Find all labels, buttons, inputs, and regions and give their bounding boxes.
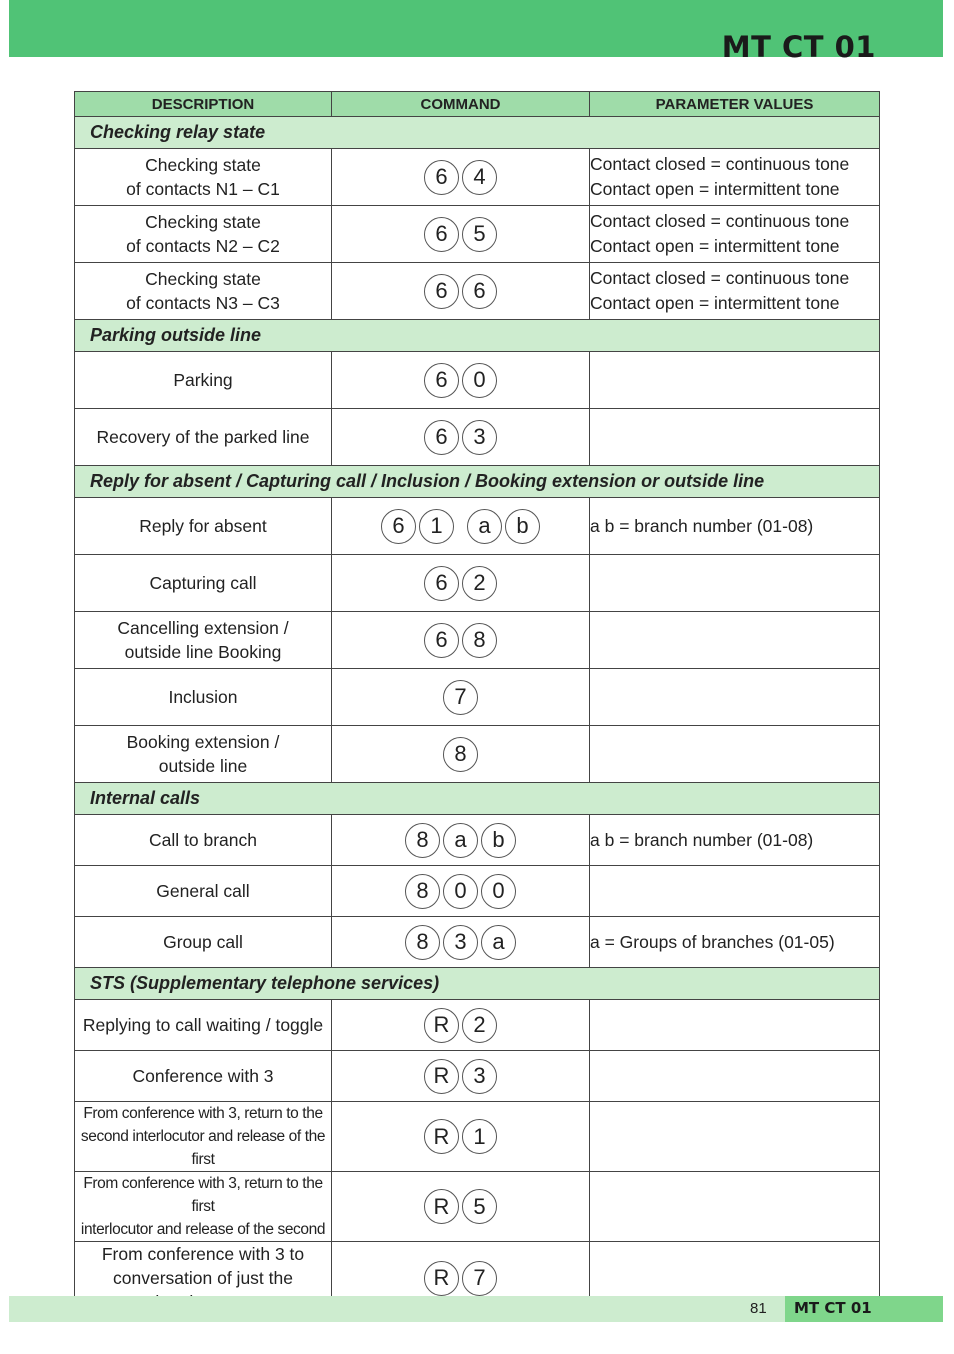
table-row bbox=[75, 352, 880, 409]
key-sequence bbox=[424, 1261, 497, 1296]
description-line: Group call bbox=[163, 932, 243, 952]
description-line: From conference with 3, return to the bbox=[83, 1105, 323, 1122]
key-sequence bbox=[443, 737, 478, 772]
key-sequence bbox=[424, 1008, 497, 1043]
parameter-line: a b = branch number (01-08) bbox=[590, 515, 814, 536]
command-cell bbox=[332, 815, 590, 866]
keypad-key: 0 bbox=[481, 874, 516, 909]
keypad-key: R bbox=[424, 1008, 459, 1043]
description-cell bbox=[75, 815, 332, 866]
description-line: of contacts N2 – C2 bbox=[126, 236, 280, 256]
table-row bbox=[75, 1051, 880, 1102]
parameter-cell bbox=[590, 409, 880, 466]
keypad-key: R bbox=[424, 1119, 459, 1154]
section-title: STS (Supplementary telephone services) bbox=[75, 968, 880, 1000]
table-row bbox=[75, 815, 880, 866]
key-sequence bbox=[405, 925, 516, 960]
key-sequence bbox=[405, 874, 516, 909]
keypad-key: 3 bbox=[462, 420, 497, 455]
description-cell bbox=[75, 669, 332, 726]
page-title: MT CT 01 bbox=[721, 30, 876, 64]
command-cell bbox=[332, 1102, 590, 1172]
description-line: interlocutor and release of the second bbox=[80, 1221, 326, 1238]
keypad-key: 2 bbox=[462, 1008, 497, 1043]
key-sequence bbox=[424, 160, 497, 195]
keypad-key: 0 bbox=[462, 363, 497, 398]
section-row bbox=[75, 320, 880, 352]
parameter-cell bbox=[590, 866, 880, 917]
footer-title: MT CT 01 bbox=[794, 1299, 872, 1317]
description-cell bbox=[75, 555, 332, 612]
command-cell bbox=[332, 917, 590, 968]
command-cell bbox=[332, 1172, 590, 1242]
table-row bbox=[75, 612, 880, 669]
parameter-cell bbox=[590, 206, 880, 263]
description-line: Inclusion bbox=[168, 687, 238, 707]
command-table bbox=[74, 91, 880, 1315]
section-title: Parking outside line bbox=[75, 320, 880, 352]
parameter-line: a b = branch number (01-08) bbox=[590, 829, 814, 850]
key-sequence bbox=[424, 217, 497, 252]
parameter-cell bbox=[590, 917, 880, 968]
parameter-line: Contact open = intermittent tone bbox=[590, 293, 840, 313]
key-sequence bbox=[405, 823, 516, 858]
parameter-cell bbox=[590, 1000, 880, 1051]
key-sequence bbox=[424, 566, 497, 601]
command-cell bbox=[332, 669, 590, 726]
description-cell bbox=[75, 1051, 332, 1102]
command-cell bbox=[332, 409, 590, 466]
key-sequence bbox=[381, 509, 540, 544]
parameter-cell bbox=[590, 149, 880, 206]
key-sequence bbox=[424, 363, 497, 398]
parameter-cell bbox=[590, 555, 880, 612]
parameter-cell bbox=[590, 1102, 880, 1172]
command-cell bbox=[332, 612, 590, 669]
section-row bbox=[75, 117, 880, 149]
table-row bbox=[75, 866, 880, 917]
keypad-key: a bbox=[481, 925, 516, 960]
keypad-key: 3 bbox=[443, 925, 478, 960]
page-number: 81 bbox=[750, 1300, 767, 1317]
keypad-key: a bbox=[443, 823, 478, 858]
table-row bbox=[75, 206, 880, 263]
keypad-key: 8 bbox=[443, 737, 478, 772]
table-row bbox=[75, 149, 880, 206]
keypad-key: 1 bbox=[419, 509, 454, 544]
table-row bbox=[75, 1102, 880, 1172]
description-line: outside line Booking bbox=[124, 642, 282, 662]
description-cell bbox=[75, 917, 332, 968]
keypad-key: 8 bbox=[462, 623, 497, 658]
table-row bbox=[75, 726, 880, 783]
key-sequence bbox=[424, 420, 497, 455]
section-row bbox=[75, 466, 880, 498]
column-header-description: DESCRIPTION bbox=[75, 92, 332, 117]
keypad-key: 7 bbox=[462, 1261, 497, 1296]
description-line: second interlocutor and release of the first bbox=[80, 1128, 326, 1168]
description-line: outside line bbox=[158, 756, 248, 776]
command-cell bbox=[332, 866, 590, 917]
description-cell bbox=[75, 866, 332, 917]
keypad-key: 8 bbox=[405, 925, 440, 960]
command-cell bbox=[332, 263, 590, 320]
key-sequence bbox=[424, 274, 497, 309]
description-cell bbox=[75, 263, 332, 320]
parameter-cell bbox=[590, 1172, 880, 1242]
keypad-key: 5 bbox=[462, 217, 497, 252]
description-line: From conference with 3 to bbox=[101, 1244, 305, 1264]
column-header-parameter-values: PARAMETER VALUES bbox=[590, 92, 880, 117]
keypad-key: 7 bbox=[443, 680, 478, 715]
key-sequence bbox=[424, 1059, 497, 1094]
description-cell bbox=[75, 206, 332, 263]
parameter-cell bbox=[590, 612, 880, 669]
command-cell bbox=[332, 498, 590, 555]
keypad-key: 6 bbox=[381, 509, 416, 544]
description-line: Capturing call bbox=[149, 573, 257, 593]
description-line: Conference with 3 bbox=[132, 1066, 274, 1086]
description-line: Checking state bbox=[145, 269, 261, 289]
description-line: General call bbox=[156, 881, 250, 901]
table-row bbox=[75, 917, 880, 968]
section-title: Checking relay state bbox=[75, 117, 880, 149]
description-line: Booking extension / bbox=[126, 732, 280, 752]
command-cell bbox=[332, 206, 590, 263]
description-line: Checking state bbox=[145, 155, 261, 175]
keypad-key: R bbox=[424, 1059, 459, 1094]
key-sequence bbox=[424, 1189, 497, 1224]
keypad-key: 3 bbox=[462, 1059, 497, 1094]
keypad-key: 1 bbox=[462, 1119, 497, 1154]
keypad-key: R bbox=[424, 1261, 459, 1296]
description-cell bbox=[75, 409, 332, 466]
key-sequence bbox=[443, 680, 478, 715]
parameter-line: Contact closed = continuous tone bbox=[590, 154, 850, 174]
description-cell bbox=[75, 1000, 332, 1051]
parameter-cell bbox=[590, 669, 880, 726]
key-sequence bbox=[424, 1119, 497, 1154]
description-cell bbox=[75, 1172, 332, 1242]
description-line: of contacts N1 – C1 bbox=[126, 179, 280, 199]
description-cell bbox=[75, 149, 332, 206]
description-cell bbox=[75, 1102, 332, 1172]
keypad-key: a bbox=[467, 509, 502, 544]
command-cell bbox=[332, 726, 590, 783]
column-header-command: COMMAND bbox=[332, 92, 590, 117]
parameter-line: Contact closed = continuous tone bbox=[590, 268, 850, 288]
keypad-key: R bbox=[424, 1189, 459, 1224]
description-line: of contacts N3 – C3 bbox=[126, 293, 280, 313]
command-cell bbox=[332, 1051, 590, 1102]
parameter-line: a = Groups of branches (01-05) bbox=[590, 931, 835, 952]
parameter-cell bbox=[590, 352, 880, 409]
keypad-key: 4 bbox=[462, 160, 497, 195]
keypad-key: 6 bbox=[424, 420, 459, 455]
table-header-row bbox=[75, 92, 880, 117]
keypad-key: 0 bbox=[443, 874, 478, 909]
keypad-key: 6 bbox=[424, 363, 459, 398]
keypad-key: 8 bbox=[405, 823, 440, 858]
key-sequence bbox=[424, 623, 497, 658]
description-line: Replying to call waiting / toggle bbox=[82, 1015, 324, 1035]
command-cell bbox=[332, 149, 590, 206]
keypad-key: 6 bbox=[424, 160, 459, 195]
table-row bbox=[75, 669, 880, 726]
section-title: Reply for absent / Capturing call / Inclusion / Booking extension or outside line bbox=[75, 466, 880, 498]
keypad-key: 2 bbox=[462, 566, 497, 601]
description-line: Reply for absent bbox=[139, 516, 267, 536]
table-row bbox=[75, 1172, 880, 1242]
keypad-key: 6 bbox=[424, 274, 459, 309]
keypad-key: 8 bbox=[405, 874, 440, 909]
parameter-cell bbox=[590, 726, 880, 783]
command-cell bbox=[332, 555, 590, 612]
parameter-cell bbox=[590, 498, 880, 555]
table-row bbox=[75, 409, 880, 466]
description-cell bbox=[75, 352, 332, 409]
table-row bbox=[75, 263, 880, 320]
keypad-key: 5 bbox=[462, 1189, 497, 1224]
table-row bbox=[75, 498, 880, 555]
section-row bbox=[75, 968, 880, 1000]
parameter-cell bbox=[590, 263, 880, 320]
parameter-line: Contact open = intermittent tone bbox=[590, 179, 840, 199]
description-cell bbox=[75, 498, 332, 555]
parameter-cell bbox=[590, 815, 880, 866]
section-row bbox=[75, 783, 880, 815]
keypad-key: b bbox=[505, 509, 540, 544]
parameter-line: Contact closed = continuous tone bbox=[590, 211, 850, 231]
keypad-key: b bbox=[481, 823, 516, 858]
description-line: conversation of just the bbox=[113, 1268, 293, 1288]
description-line: Recovery of the parked line bbox=[96, 427, 310, 447]
description-line: Parking bbox=[173, 370, 233, 390]
table-row bbox=[75, 555, 880, 612]
description-line: Checking state bbox=[145, 212, 261, 232]
keypad-key: 6 bbox=[424, 217, 459, 252]
parameter-line: Contact open = intermittent tone bbox=[590, 236, 840, 256]
description-cell bbox=[75, 612, 332, 669]
table-row bbox=[75, 1000, 880, 1051]
command-cell bbox=[332, 1000, 590, 1051]
keypad-key: 6 bbox=[462, 274, 497, 309]
description-cell bbox=[75, 726, 332, 783]
command-cell bbox=[332, 352, 590, 409]
description-line: Cancelling extension / bbox=[117, 618, 289, 638]
section-title: Internal calls bbox=[75, 783, 880, 815]
description-line: From conference with 3, return to the first bbox=[83, 1175, 323, 1215]
keypad-key: 6 bbox=[424, 566, 459, 601]
parameter-cell bbox=[590, 1051, 880, 1102]
description-line: Call to branch bbox=[149, 830, 257, 850]
keypad-key: 6 bbox=[424, 623, 459, 658]
